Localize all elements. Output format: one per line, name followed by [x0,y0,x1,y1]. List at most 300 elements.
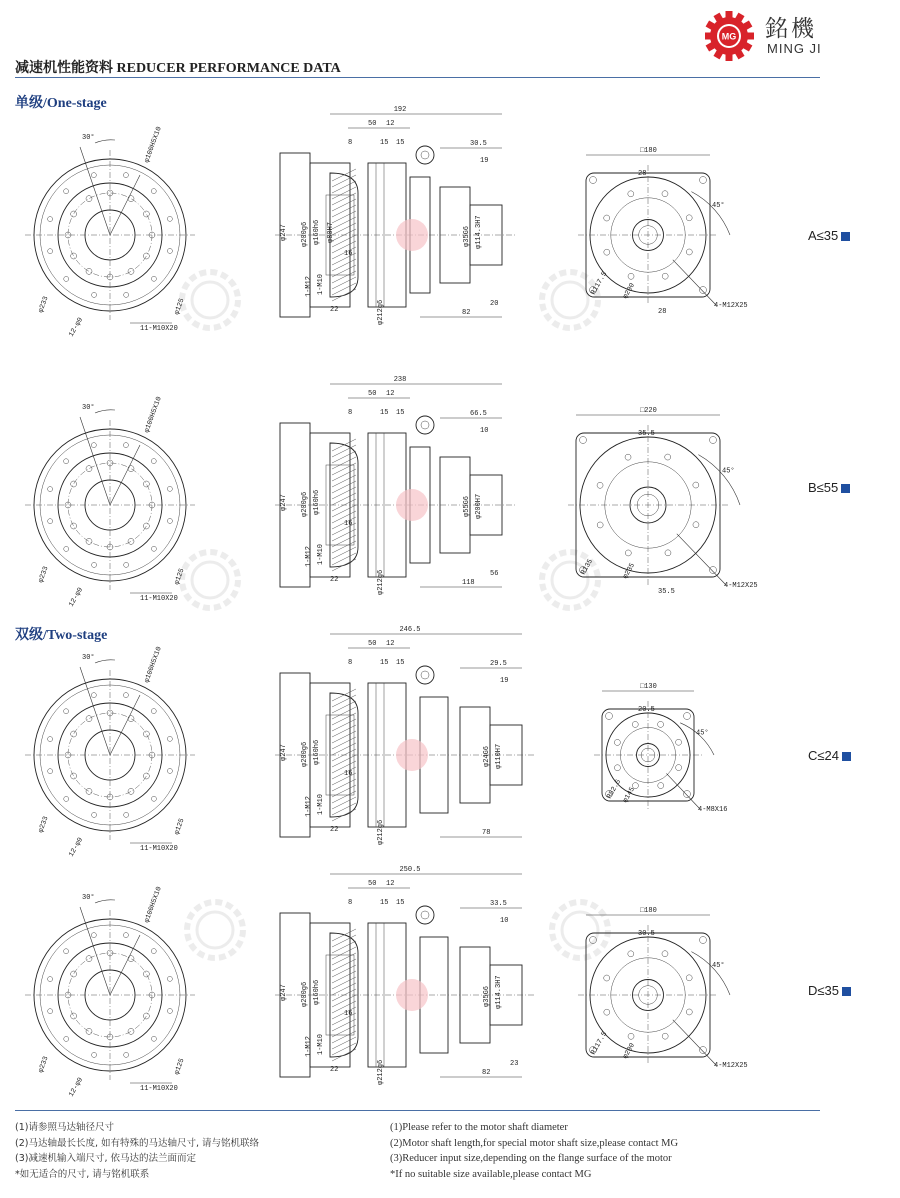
rear-view [578,907,748,1070]
watermark-gear [396,739,428,771]
bolt-hole [143,523,149,529]
mount-hole [123,933,128,938]
outer-diameter-label: φ247 [280,224,288,241]
square-size-label: □130 [640,683,657,691]
bolt-hole [658,721,664,727]
bolt-hole [614,765,620,771]
notes-cn [15,1120,259,1182]
mount-hole [151,1036,156,1041]
bolt-hole [628,191,634,197]
watermark-gear [396,219,428,251]
flange-diameter-label: φ212g6 [377,569,385,595]
pcd-diameter-label: φ125 [173,817,187,837]
note-en-4: *If no suitable size available,please contact MG [390,1168,592,1180]
ratio-marker [842,987,851,996]
mount-hole [123,693,128,698]
mount-hole [167,976,172,981]
dim-f-label: 66.5 [470,410,487,418]
bolt-hole [686,1009,692,1015]
bolt-spec-label: 11-M10X20 [140,1085,178,1093]
mount-hole [48,977,53,982]
note-en-1: (1)Please refer to the motor shaft diameter [390,1122,568,1133]
dim-h-label: 16 [344,520,353,528]
flange-diameter-label: φ212g6 [377,299,385,325]
dim-j-label: 82 [462,309,471,317]
bolt-hole [625,454,631,460]
bolt-hole [143,1013,149,1019]
mount-hole [167,248,172,253]
corner-hole [684,713,691,720]
dim-f-label: 29.5 [490,660,507,668]
bolt-hole [662,191,668,197]
pilot-diameter-label: φ200g6 [301,491,309,517]
note-cn-2: (2)马达轴最长长度, 如有特殊的马达轴尺寸, 请与铭机联络 [15,1137,260,1149]
page-title: 减速机性能资料 REDUCER PERFORMANCE DATA [15,61,341,76]
dim-h-label: 16 [344,250,353,258]
bolt-hole [625,550,631,556]
bolt-hole [676,739,682,745]
dim-h-label: 16 [344,1010,353,1018]
thread-label: 1-M12 [305,545,313,567]
bolt-hole [71,731,77,737]
ratio-label [808,983,851,998]
outer-diameter-label: φ233 [37,1055,51,1075]
pilot-diameter-label: φ200g6 [301,981,309,1007]
dim-e-label: 15 [396,139,405,147]
outer-diameter-label: φ233 [37,565,51,585]
bolt-hole [86,788,92,794]
dim-a-label: 50 [368,640,377,648]
mount-hole [64,796,69,801]
mount-hole [124,562,129,567]
drawing-sheet [0,860,800,1100]
mount-hole [123,443,128,448]
dim-b-label: 12 [386,120,395,128]
bolt-spec-label: 11-M10X20 [140,595,178,603]
mount-hole [48,737,53,742]
watermark-gear [396,979,428,1011]
dim-e-label: 15 [396,409,405,417]
radius-label: R117.5 [589,270,610,297]
drawing-row-d [0,860,900,1100]
flange-diameter-label: φ212g6 [377,819,385,845]
bolt-hole [128,788,134,794]
drawing-row-b [0,370,900,610]
mount-hole [64,276,69,281]
bolt-hole [128,956,134,962]
corner-hole [710,567,717,574]
ratio-text: C≤24 [808,748,839,763]
bolt-hole [676,765,682,771]
bolt-hole [143,253,149,259]
bolt-hole [128,1028,134,1034]
ratio-label [808,228,850,243]
pcd-diameter-label: φ125 [173,1057,187,1077]
note-en-2: (2)Motor shaft length,for special motor shaft size,please contact MG [390,1137,679,1149]
ratio-marker [841,232,850,241]
corner-hole [700,937,707,944]
brand-name-en: MING JI [767,41,822,56]
pcd-diameter-label: φ125 [173,567,187,587]
angle-label: 45° [712,962,725,971]
mount-hole [64,709,69,714]
stage-label-one: 单级/One-stage [15,96,107,111]
mount-hole [91,443,96,448]
bolt-hole [662,1033,668,1039]
dim-e-label: 15 [396,659,405,667]
dim-g-label: 19 [480,157,489,165]
dim-g-label: 19 [500,677,509,685]
mount-hole [92,1052,97,1057]
input-bore-label: φ200H7 [475,493,483,519]
bolt-hole [665,454,671,460]
input-diameter-label: φ55G6 [463,495,471,517]
side-section-view [275,866,535,1085]
ratio-marker [842,752,851,761]
square-size-label: □220 [640,407,657,415]
bolt-hole [71,1013,77,1019]
mount-hole [91,933,96,938]
bolt-hole [614,739,620,745]
bolt-hole [662,273,668,279]
outer-diameter-label: φ247 [280,494,288,511]
corner-hole [684,791,691,798]
dim-b-label: 12 [386,640,395,648]
mid-diameter-label: φ160h6 [313,219,321,245]
mount-hole [48,769,53,774]
angle-label: 45° [722,467,735,476]
svg-text:MG: MG [721,31,737,42]
drawing-sheet [0,620,800,860]
bolt-hole [686,249,692,255]
bolt-hole [632,721,638,727]
front-view [25,126,195,339]
outer-diameter-label: φ247 [280,744,288,761]
corner-hole [590,937,597,944]
bolt-hole [86,196,92,202]
dim-d-label: 15 [380,659,389,667]
input-diameter-label: φ24G6 [483,745,491,767]
ratio-text: D≤35 [808,983,839,998]
rear-view [568,407,758,596]
bolt-hole [128,538,134,544]
dim-h-label: 16 [344,770,353,778]
bolt-spec-label: 4-M8X16 [698,806,728,814]
dim-i-label: 22 [330,576,339,584]
dim-f-label: 33.5 [490,900,507,908]
input-diameter-label: φ35G6 [483,985,491,1007]
hole-count-label: 12-φ9 [67,836,86,859]
dim-k-label: 20 [490,300,499,308]
angle-label: 30° [82,134,95,142]
thread-label: 1-M12 [305,795,313,817]
bolt-hole [71,211,77,217]
bolt-hole [604,215,610,221]
mount-hole [91,693,96,698]
corner-hole [606,713,613,720]
radius-label: R82.5 [605,778,624,801]
bolt-hole [71,971,77,977]
dim-f-label: 30.5 [470,140,487,148]
dim-b-label: 12 [386,390,395,398]
pcd-thread-label: φ100H5X10 [143,885,164,925]
radius-label: R135 [579,557,596,577]
bolt-hole [628,951,634,957]
mount-hole [64,949,69,954]
bolt-circle-label: φ200 [621,1041,638,1061]
bolt-hole [86,268,92,274]
footer-divider [15,1110,820,1111]
bolt-hole [628,1033,634,1039]
mid-diameter-label: φ160h6 [313,979,321,1005]
key-width-label: 30.5 [638,930,655,938]
front-view [25,886,195,1099]
lifting-eye [416,416,434,434]
mount-hole [167,518,172,523]
mount-hole [167,486,172,491]
dim-a-label: 50 [368,120,377,128]
mount-hole [151,189,156,194]
bolt-hole [143,971,149,977]
ratio-text: A≤35 [808,228,839,243]
key-width-label: 28 [638,170,647,178]
input-bore-label: φ114.3H7 [495,975,503,1009]
thread-label: 1-M12 [305,1035,313,1057]
hole-count-label: 12-φ9 [67,316,86,339]
watermark-gear [396,489,428,521]
dim-i-label: 22 [330,1066,339,1074]
width-label: 35.5 [658,588,675,596]
thread-m10-label: 1-M10 [317,273,325,295]
dim-c-label: 8 [348,659,353,667]
bolt-hole [662,951,668,957]
dim-k-label: 23 [510,1060,519,1068]
input-bore-label: φ114.3H7 [475,215,483,249]
dim-b-label: 12 [386,880,395,888]
bolt-hole [632,783,638,789]
mount-hole [48,249,53,254]
pilot-diameter-label: φ200g6 [301,221,309,247]
mount-hole [48,519,53,524]
total-length-label: 238 [393,376,407,384]
bolt-spec-label: 4-M12X25 [714,302,748,310]
input-bore-label: φ110H7 [495,743,503,769]
header-divider [15,77,820,78]
mount-hole [151,709,156,714]
dim-c-label: 8 [348,899,353,907]
bolt-circle-label: φ200 [621,281,638,301]
bolt-hole [686,975,692,981]
mount-hole [123,173,128,178]
mount-hole [64,1036,69,1041]
bolt-hole [86,1028,92,1034]
bolt-hole [71,523,77,529]
mount-hole [151,796,156,801]
bolt-hole [71,773,77,779]
dim-d-label: 15 [380,409,389,417]
hole-count-label: 12-φ9 [67,586,86,609]
bolt-hole [86,538,92,544]
mount-hole [64,189,69,194]
bolt-hole [86,716,92,722]
thread-label: 1-M12 [305,275,313,297]
mount-hole [151,459,156,464]
angle-label: 45° [696,729,709,738]
side-section-view [275,626,535,845]
total-length-label: 246.5 [399,626,421,634]
note-cn-3: (3)减速机输入端尺寸, 依马达的法兰面而定 [15,1153,196,1164]
bolt-hole [658,783,664,789]
angle-label: 30° [82,404,95,412]
key-width-label: 35.5 [638,430,655,438]
mount-hole [92,292,97,297]
corner-hole [580,437,587,444]
mount-hole [48,1009,53,1014]
bolt-hole [128,466,134,472]
mount-hole [151,546,156,551]
mount-hole [124,1052,129,1057]
ratio-label [808,748,851,763]
dim-g-label: 10 [500,917,509,925]
dim-a-label: 50 [368,880,377,888]
bolt-hole [143,773,149,779]
width-label: 28 [658,308,667,316]
mount-hole [124,812,129,817]
bolt-circle-label: φ235 [621,561,638,581]
bolt-spec-label: 11-M10X20 [140,845,178,853]
pilot-diameter-label: φ200g6 [301,741,309,767]
outer-diameter-label: φ247 [280,984,288,1001]
mount-hole [167,1008,172,1013]
outer-diameter-label: φ233 [37,295,51,315]
bolt-hole [628,273,634,279]
corner-hole [710,437,717,444]
mount-hole [92,562,97,567]
total-length-label: 192 [393,106,407,114]
note-cn-4: *如无适合的尺寸, 请与铭机联系 [15,1168,150,1180]
angle-label: 45° [712,202,725,211]
bolt-hole [604,975,610,981]
lifting-eye [416,666,434,684]
mount-hole [167,768,172,773]
bolt-spec-label: 4-M12X25 [714,1062,748,1070]
bolt-hole [597,482,603,488]
bolt-hole [143,481,149,487]
mid-diameter-label: φ160h6 [313,739,321,765]
angle-label: 30° [82,894,95,902]
dim-a-label: 50 [368,390,377,398]
dim-j-label: 82 [482,1069,491,1077]
bolt-hole [604,249,610,255]
radius-label: R117.5 [589,1030,610,1057]
shaft-diameter-label: φ80H7 [327,221,335,243]
thread-m10-label: 1-M10 [317,543,325,565]
bolt-hole [143,211,149,217]
bolt-hole [128,716,134,722]
bolt-hole [71,253,77,259]
flange-diameter-label: φ212g6 [377,1059,385,1085]
lifting-eye [416,906,434,924]
total-length-label: 250.5 [399,866,421,874]
front-view [25,646,195,859]
stage-label-two: 双级/Two-stage [15,628,108,643]
mount-hole [64,459,69,464]
pcd-thread-label: φ100H5X10 [143,125,164,165]
lifting-eye [416,146,434,164]
bolt-hole [128,196,134,202]
bolt-hole [665,550,671,556]
dim-c-label: 8 [348,139,353,147]
bolt-spec-label: 11-M10X20 [140,325,178,333]
corner-hole [590,177,597,184]
corner-hole [700,1047,707,1054]
mid-diameter-label: φ160h6 [313,489,321,515]
dim-i-label: 22 [330,826,339,834]
brand-name-cn: 銘機 [765,16,817,42]
dim-d-label: 15 [380,899,389,907]
thread-m10-label: 1-M10 [317,793,325,815]
bolt-hole [71,481,77,487]
notes-en [390,1120,678,1182]
dim-g-label: 10 [480,427,489,435]
mount-hole [91,173,96,178]
key-width-label: 20.5 [638,706,655,714]
bolt-hole [693,522,699,528]
mount-hole [151,276,156,281]
dim-j-label: 78 [482,829,491,837]
mount-hole [92,812,97,817]
bolt-hole [86,466,92,472]
corner-hole [700,177,707,184]
bolt-hole [143,731,149,737]
dim-c-label: 8 [348,409,353,417]
bolt-circle-label: φ145 [621,785,638,805]
rear-view [578,147,748,316]
bolt-hole [128,268,134,274]
pcd-thread-label: φ100H5X10 [143,395,164,435]
corner-hole [700,287,707,294]
ratio-label [808,480,850,495]
front-view [25,396,195,609]
dim-j-label: 118 [462,579,475,587]
bolt-hole [693,482,699,488]
dim-i-label: 22 [330,306,339,314]
bolt-hole [604,1009,610,1015]
dim-d-label: 15 [380,139,389,147]
drawing-sheet [0,370,800,610]
angle-label: 30° [82,654,95,662]
ratio-text: B≤55 [808,480,839,495]
hole-count-label: 12-φ9 [67,1076,86,1099]
thread-m10-label: 1-M10 [317,1033,325,1055]
dim-k-label: 56 [490,570,499,578]
mount-hole [64,546,69,551]
bolt-hole [686,215,692,221]
mount-hole [48,487,53,492]
dim-e-label: 15 [396,899,405,907]
outer-diameter-label: φ233 [37,815,51,835]
pcd-diameter-label: φ125 [173,297,187,317]
bolt-hole [86,956,92,962]
rear-view [594,683,727,814]
drawing-sheet [0,100,800,340]
drawing-row-c [0,620,900,860]
bolt-hole [597,522,603,528]
ratio-marker [841,484,850,493]
bolt-spec-label: 4-M12X25 [724,582,758,590]
side-section-view [275,376,515,595]
pcd-thread-label: φ100H5X10 [143,645,164,685]
